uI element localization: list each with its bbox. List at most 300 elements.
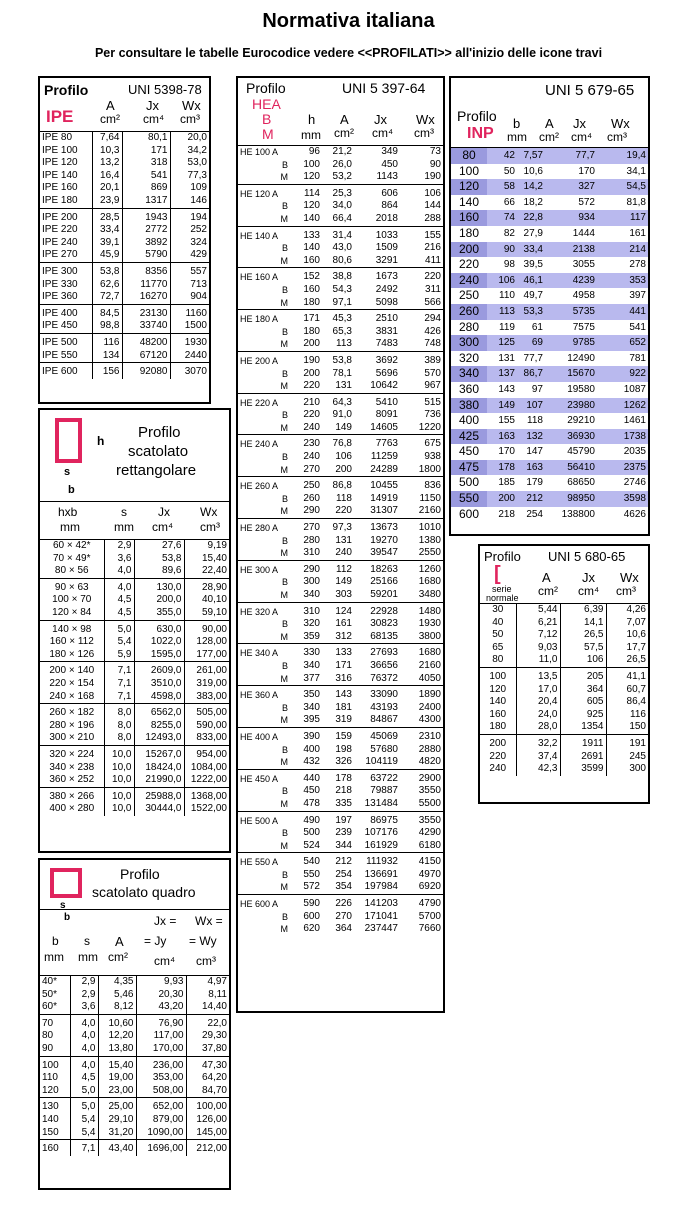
- table-cell: 53,8: [322, 351, 354, 367]
- table-cell: 4,0: [70, 1014, 98, 1030]
- table-cell: 163: [487, 429, 517, 445]
- inp-col-jx: Jx: [573, 116, 586, 131]
- table-cell: 160: [489, 708, 507, 720]
- table-cell: 1522,00: [184, 803, 229, 816]
- table-cell: 557: [170, 262, 209, 278]
- rect-unit-wx: cm³: [200, 520, 220, 534]
- table-cell: 31307: [370, 505, 398, 517]
- table-cell: 100 × 70: [52, 594, 92, 606]
- table-cell: 77,7: [545, 148, 597, 164]
- table-cell: 134: [92, 350, 122, 363]
- table-cell: 1222,00: [184, 774, 229, 787]
- table-cell: IPE 450: [42, 320, 78, 332]
- table-cell: 31,4: [322, 226, 354, 242]
- table-cell: 879,00: [136, 1114, 186, 1127]
- table-cell: 106: [400, 184, 443, 200]
- table-cell: M: [280, 381, 288, 392]
- table-cell: 12490: [567, 352, 595, 364]
- square-unit-s: mm: [78, 950, 98, 964]
- table-cell: HE 400 A: [238, 727, 290, 743]
- table-row: [238, 811, 443, 827]
- table-cell: 84867: [370, 714, 398, 726]
- table-cell: 14,1: [560, 617, 606, 630]
- table-cell: B: [281, 702, 288, 713]
- table-cell: 53,0: [170, 157, 209, 170]
- table-cell: 7,07: [606, 617, 648, 630]
- table-cell: 5098: [375, 296, 398, 308]
- table-cell: 26,0: [332, 158, 352, 170]
- table-cell: 781: [629, 352, 646, 364]
- table-row: [40, 237, 209, 250]
- table-cell: 96: [308, 146, 320, 157]
- table-cell: 8091: [375, 409, 398, 421]
- table-cell: 19580: [567, 383, 595, 395]
- square-title-1: Profilo: [120, 866, 160, 882]
- table-cell: 171041: [364, 910, 398, 922]
- upn-data: [480, 604, 648, 776]
- table-row: [480, 709, 648, 722]
- table-cell: 160: [303, 283, 320, 295]
- rect-unit-jx: cm⁴: [152, 520, 174, 534]
- table-row: [40, 157, 209, 170]
- table-cell: 294: [400, 310, 443, 326]
- table-cell: 1800: [418, 463, 441, 475]
- table-row: [238, 171, 443, 184]
- table-cell: 311: [425, 283, 441, 295]
- table-row: [238, 393, 443, 409]
- table-row: [40, 565, 229, 578]
- table-cell: B: [281, 284, 288, 295]
- table-cell: 140: [42, 1113, 59, 1125]
- table-cell: 869: [122, 182, 170, 195]
- table-row: [238, 840, 443, 853]
- table-cell: 2,9: [70, 976, 98, 989]
- table-cell: 120: [451, 179, 487, 195]
- table-cell: 180: [303, 296, 320, 308]
- table-cell: 140 × 98: [40, 620, 104, 636]
- table-cell: HE 450 A: [238, 769, 290, 785]
- table-cell: 20,4: [516, 696, 560, 709]
- table-cell: 146: [170, 195, 209, 208]
- table-row: [451, 179, 648, 195]
- table-cell: 56410: [545, 460, 597, 476]
- table-cell: 4820: [418, 756, 441, 768]
- hea-col-h: h: [308, 112, 316, 127]
- table-cell: 161929: [364, 839, 398, 851]
- table-cell: 4290: [418, 827, 441, 839]
- table-cell: 15,40: [98, 1056, 136, 1072]
- table-cell: HE 500 A: [238, 811, 290, 827]
- ipe-data: [40, 132, 209, 379]
- square-tube-table: [38, 858, 231, 1190]
- table-cell: 143: [498, 383, 515, 395]
- table-cell: 340: [303, 589, 320, 600]
- table-cell: 748: [424, 338, 441, 350]
- table-cell: 7,57: [517, 148, 545, 164]
- table-cell: 572: [303, 881, 320, 893]
- table-cell: 25,3: [322, 184, 354, 200]
- table-cell: 160: [40, 1140, 70, 1156]
- table-row: [238, 631, 443, 644]
- table-cell: 133: [290, 226, 322, 242]
- table-cell: 4,97: [186, 976, 229, 989]
- table-row: [238, 535, 443, 548]
- table-cell: 5,0: [70, 1098, 98, 1114]
- table-cell: HE 220 A: [238, 393, 290, 409]
- table-cell: 23,9: [92, 195, 122, 208]
- table-cell: 7,1: [70, 1140, 98, 1156]
- table-cell: 171: [122, 145, 170, 158]
- table-cell: 140: [303, 212, 320, 224]
- table-cell: 220: [400, 268, 443, 284]
- table-cell: HE 160 A: [238, 268, 290, 284]
- table-cell: 5700: [418, 910, 441, 922]
- inp-profilo-label: Profilo: [457, 108, 497, 124]
- table-cell: 26,5: [606, 654, 648, 667]
- table-cell: 160: [303, 254, 320, 266]
- table-cell: 8356: [122, 262, 170, 278]
- table-cell: 5410: [354, 393, 400, 409]
- table-cell: 1595,0: [134, 649, 184, 662]
- table-row: [238, 923, 443, 936]
- table-cell: 24289: [370, 463, 398, 475]
- table-cell: 74: [487, 210, 517, 226]
- table-row: [40, 649, 229, 662]
- table-cell: 28,0: [516, 721, 560, 734]
- table-cell: 80,6: [332, 254, 352, 266]
- hea-col-a: A: [340, 112, 349, 127]
- table-cell: 14605: [370, 421, 398, 433]
- hea-code-b: B: [262, 111, 272, 127]
- table-cell: 200: [451, 242, 487, 258]
- table-cell: 77,3: [170, 170, 209, 183]
- table-cell: 3,6: [70, 1001, 98, 1014]
- ipe-unit-jx: cm⁴: [143, 112, 165, 126]
- table-cell: 70: [40, 1014, 70, 1030]
- ipe-norm: UNI 5398-78: [128, 82, 202, 97]
- table-cell: 260 × 182: [40, 704, 104, 720]
- table-cell: 59,10: [184, 607, 229, 620]
- table-cell: 450: [303, 785, 320, 797]
- table-cell: 23,00: [98, 1085, 136, 1098]
- inp-data: [451, 148, 648, 522]
- table-cell: 400: [303, 743, 320, 755]
- table-row: [40, 350, 209, 363]
- table-row: [451, 413, 648, 429]
- table-cell: 3831: [375, 325, 398, 337]
- table-cell: 118: [527, 415, 543, 427]
- table-cell: 500: [458, 475, 480, 490]
- inp-col-wx: Wx: [611, 116, 630, 131]
- table-cell: B: [281, 535, 288, 546]
- table-cell: 570: [424, 367, 441, 379]
- table-cell: 18,2: [523, 196, 543, 208]
- table-row: [238, 714, 443, 727]
- table-cell: 47,30: [186, 1056, 229, 1072]
- table-cell: 40*: [42, 976, 58, 987]
- table-cell: 7660: [418, 923, 441, 935]
- square-tube-data: [40, 976, 229, 1156]
- table-cell: 7,1: [104, 662, 134, 678]
- table-cell: 171: [335, 659, 352, 671]
- table-row: [40, 333, 209, 349]
- table-cell: 240: [303, 451, 320, 463]
- table-cell: 109: [170, 182, 209, 195]
- table-row: [238, 911, 443, 924]
- table-cell: 450: [458, 444, 480, 459]
- table-cell: 3598: [597, 491, 648, 507]
- table-cell: 112: [322, 560, 354, 576]
- table-cell: 925: [560, 709, 606, 722]
- table-row: [480, 667, 648, 683]
- table-cell: 29,10: [98, 1114, 136, 1127]
- inp-norm: UNI 5 679-65: [545, 82, 635, 99]
- table-cell: 63722: [354, 769, 400, 785]
- table-cell: M: [280, 506, 288, 517]
- table-row: [40, 1056, 229, 1072]
- table-row: [451, 164, 648, 180]
- table-cell: 4598,0: [134, 691, 184, 704]
- table-cell: 1680: [400, 644, 443, 660]
- table-cell: M: [280, 590, 288, 600]
- table-cell: 84,70: [186, 1085, 229, 1098]
- table-row: [238, 284, 443, 297]
- table-cell: 220: [335, 505, 352, 517]
- table-row: [451, 351, 648, 367]
- table-cell: 2018: [375, 212, 398, 224]
- table-cell: 922: [597, 366, 648, 382]
- table-row: [40, 691, 229, 704]
- table-cell: 90 × 63: [40, 578, 104, 594]
- table-cell: 138800: [561, 508, 595, 520]
- table-row: [40, 182, 209, 195]
- table-row: [238, 686, 443, 702]
- table-cell: 620: [303, 923, 320, 935]
- table-cell: 53,2: [332, 171, 352, 183]
- table-cell: 4970: [418, 868, 441, 880]
- table-cell: M: [280, 882, 288, 893]
- hea-code-a: HEA: [252, 96, 281, 112]
- table-row: [238, 409, 443, 422]
- table-cell: IPE 140: [42, 169, 78, 181]
- table-cell: 7,64: [92, 132, 122, 145]
- table-cell: 179: [526, 477, 543, 489]
- table-cell: 14,40: [186, 1001, 229, 1014]
- table-cell: 124: [322, 602, 354, 618]
- table-cell: 86,8: [322, 477, 354, 493]
- table-row: [238, 798, 443, 811]
- table-cell: 397: [629, 290, 646, 302]
- table-cell: 16,4: [92, 170, 122, 183]
- table-cell: 98950: [545, 491, 597, 507]
- table-cell: HE 180 A: [238, 310, 290, 326]
- table-cell: 550: [451, 491, 487, 507]
- table-cell: 2900: [400, 769, 443, 785]
- table-cell: 25,00: [98, 1098, 136, 1114]
- table-cell: 16270: [122, 291, 170, 304]
- table-row: [238, 213, 443, 226]
- table-cell: 1380: [418, 534, 441, 546]
- table-cell: 1696,00: [136, 1140, 186, 1156]
- table-cell: B: [281, 577, 288, 588]
- table-cell: B: [281, 660, 288, 671]
- table-cell: 140: [489, 696, 507, 708]
- table-cell: 630,0: [134, 620, 184, 636]
- table-row: [451, 273, 648, 289]
- table-cell: 340 × 238: [49, 761, 95, 773]
- table-row: [40, 540, 229, 553]
- table-cell: 5735: [545, 304, 597, 320]
- upn-normale: normale: [486, 593, 519, 603]
- table-cell: 116: [606, 709, 648, 722]
- table-cell: 72,7: [92, 291, 122, 304]
- table-cell: 11770: [122, 279, 170, 292]
- table-cell: 15,40: [184, 553, 229, 566]
- table-cell: HE 320 A: [238, 602, 290, 618]
- table-cell: 515: [400, 393, 443, 409]
- table-cell: 69: [517, 335, 545, 351]
- inp-unit-b: mm: [507, 130, 527, 144]
- rect-tube-table: [38, 408, 231, 853]
- table-cell: 524: [303, 839, 320, 851]
- table-cell: 240 × 168: [49, 690, 95, 702]
- table-cell: 4,5: [70, 1072, 98, 1085]
- table-cell: 160: [451, 210, 487, 226]
- table-cell: 27693: [354, 644, 400, 660]
- table-row: [238, 895, 443, 911]
- table-cell: 185: [498, 477, 515, 489]
- hea-unit-jx: cm⁴: [372, 126, 394, 140]
- table-cell: 1673: [354, 268, 400, 284]
- table-cell: IPE 300: [40, 262, 92, 278]
- table-cell: 2880: [418, 743, 441, 755]
- table-cell: 2772: [122, 224, 170, 237]
- table-cell: 130,0: [134, 578, 184, 594]
- table-cell: 8255,0: [134, 720, 184, 733]
- table-cell: 48200: [122, 333, 170, 349]
- table-row: [40, 607, 229, 620]
- table-cell: 2,9: [70, 989, 98, 1002]
- table-cell: 4,5: [104, 594, 134, 607]
- table-cell: 252: [170, 224, 209, 237]
- table-cell: 64,20: [186, 1072, 229, 1085]
- table-cell: 652,00: [136, 1098, 186, 1114]
- inp-unit-jx: cm⁴: [571, 130, 593, 144]
- table-cell: IPE 550: [42, 349, 78, 361]
- table-cell: 2510: [354, 310, 400, 326]
- table-cell: 220 × 154: [49, 677, 95, 689]
- table-row: [451, 507, 648, 523]
- table-cell: 170: [578, 165, 595, 177]
- rect-tube-icon: [55, 418, 82, 463]
- table-cell: 144: [424, 200, 441, 212]
- table-cell: 1033: [354, 226, 400, 242]
- table-cell: 54,3: [332, 283, 352, 295]
- table-cell: 11,0: [516, 654, 560, 667]
- table-row: [238, 310, 443, 326]
- table-cell: M: [280, 548, 288, 559]
- table-row: [238, 660, 443, 673]
- table-row: [40, 678, 229, 691]
- table-cell: 113: [336, 338, 352, 350]
- table-row: [451, 366, 648, 382]
- table-cell: HE 300 A: [238, 560, 290, 576]
- table-cell: 200: [303, 367, 320, 379]
- table-cell: 40,10: [184, 594, 229, 607]
- table-cell: 205: [560, 667, 606, 683]
- table-cell: 3599: [560, 763, 606, 776]
- table-cell: 30444,0: [134, 803, 184, 816]
- table-row: [238, 477, 443, 493]
- table-cell: 98: [503, 259, 515, 271]
- table-cell: 303: [335, 589, 352, 600]
- table-cell: 97: [531, 383, 543, 395]
- table-cell: 111932: [354, 853, 400, 869]
- table-cell: 37,80: [186, 1043, 229, 1056]
- table-row: [238, 351, 443, 367]
- table-cell: B: [281, 410, 288, 421]
- table-cell: 117: [597, 210, 648, 226]
- hea-unit-a: cm²: [334, 126, 354, 140]
- table-cell: 49,7: [523, 290, 543, 302]
- table-cell: 490: [290, 811, 322, 827]
- table-cell: 17,7: [606, 642, 648, 655]
- square-tube-icon: [50, 868, 82, 898]
- table-cell: 270: [290, 519, 322, 535]
- table-cell: 43,20: [136, 1001, 186, 1014]
- upn-unit-a: cm²: [538, 584, 558, 598]
- table-cell: 76372: [370, 672, 398, 684]
- table-cell: 864: [381, 200, 398, 212]
- table-row: [238, 159, 443, 172]
- table-row: [480, 696, 648, 709]
- table-cell: 226: [322, 895, 354, 911]
- table-cell: 200: [487, 491, 517, 507]
- hea-unit-h: mm: [301, 128, 321, 142]
- table-cell: 13,2: [92, 157, 122, 170]
- table-row: [238, 547, 443, 560]
- table-cell: 254: [335, 868, 352, 880]
- table-row: [480, 751, 648, 764]
- table-cell: 25166: [370, 576, 398, 588]
- table-cell: 43,40: [98, 1140, 136, 1156]
- table-cell: 45,3: [322, 310, 354, 326]
- table-cell: 60 × 42*: [52, 540, 91, 551]
- table-cell: 171: [290, 310, 322, 326]
- table-cell: 147: [526, 446, 543, 458]
- table-row: [238, 785, 443, 798]
- table-cell: 41,1: [606, 667, 648, 683]
- rect-col-wx: Wx: [200, 505, 218, 519]
- table-row: [451, 429, 648, 445]
- table-cell: 11259: [370, 451, 398, 463]
- table-cell: 60,7: [606, 684, 648, 697]
- square-col-s: s: [84, 934, 90, 948]
- hea-unit-wx: cm³: [414, 126, 434, 140]
- table-row: [238, 560, 443, 576]
- table-cell: B: [281, 159, 288, 170]
- square-col-wy: = Wy: [189, 934, 217, 948]
- table-row: [40, 304, 209, 320]
- table-cell: 380 × 266: [40, 787, 104, 803]
- table-cell: M: [280, 924, 288, 935]
- table-cell: 4,0: [70, 1043, 98, 1056]
- table-cell: 33740: [122, 320, 170, 333]
- table-cell: 58: [487, 179, 517, 195]
- table-cell: 149: [487, 398, 517, 414]
- table-cell: 2691: [560, 751, 606, 764]
- table-cell: 4,0: [70, 1056, 98, 1072]
